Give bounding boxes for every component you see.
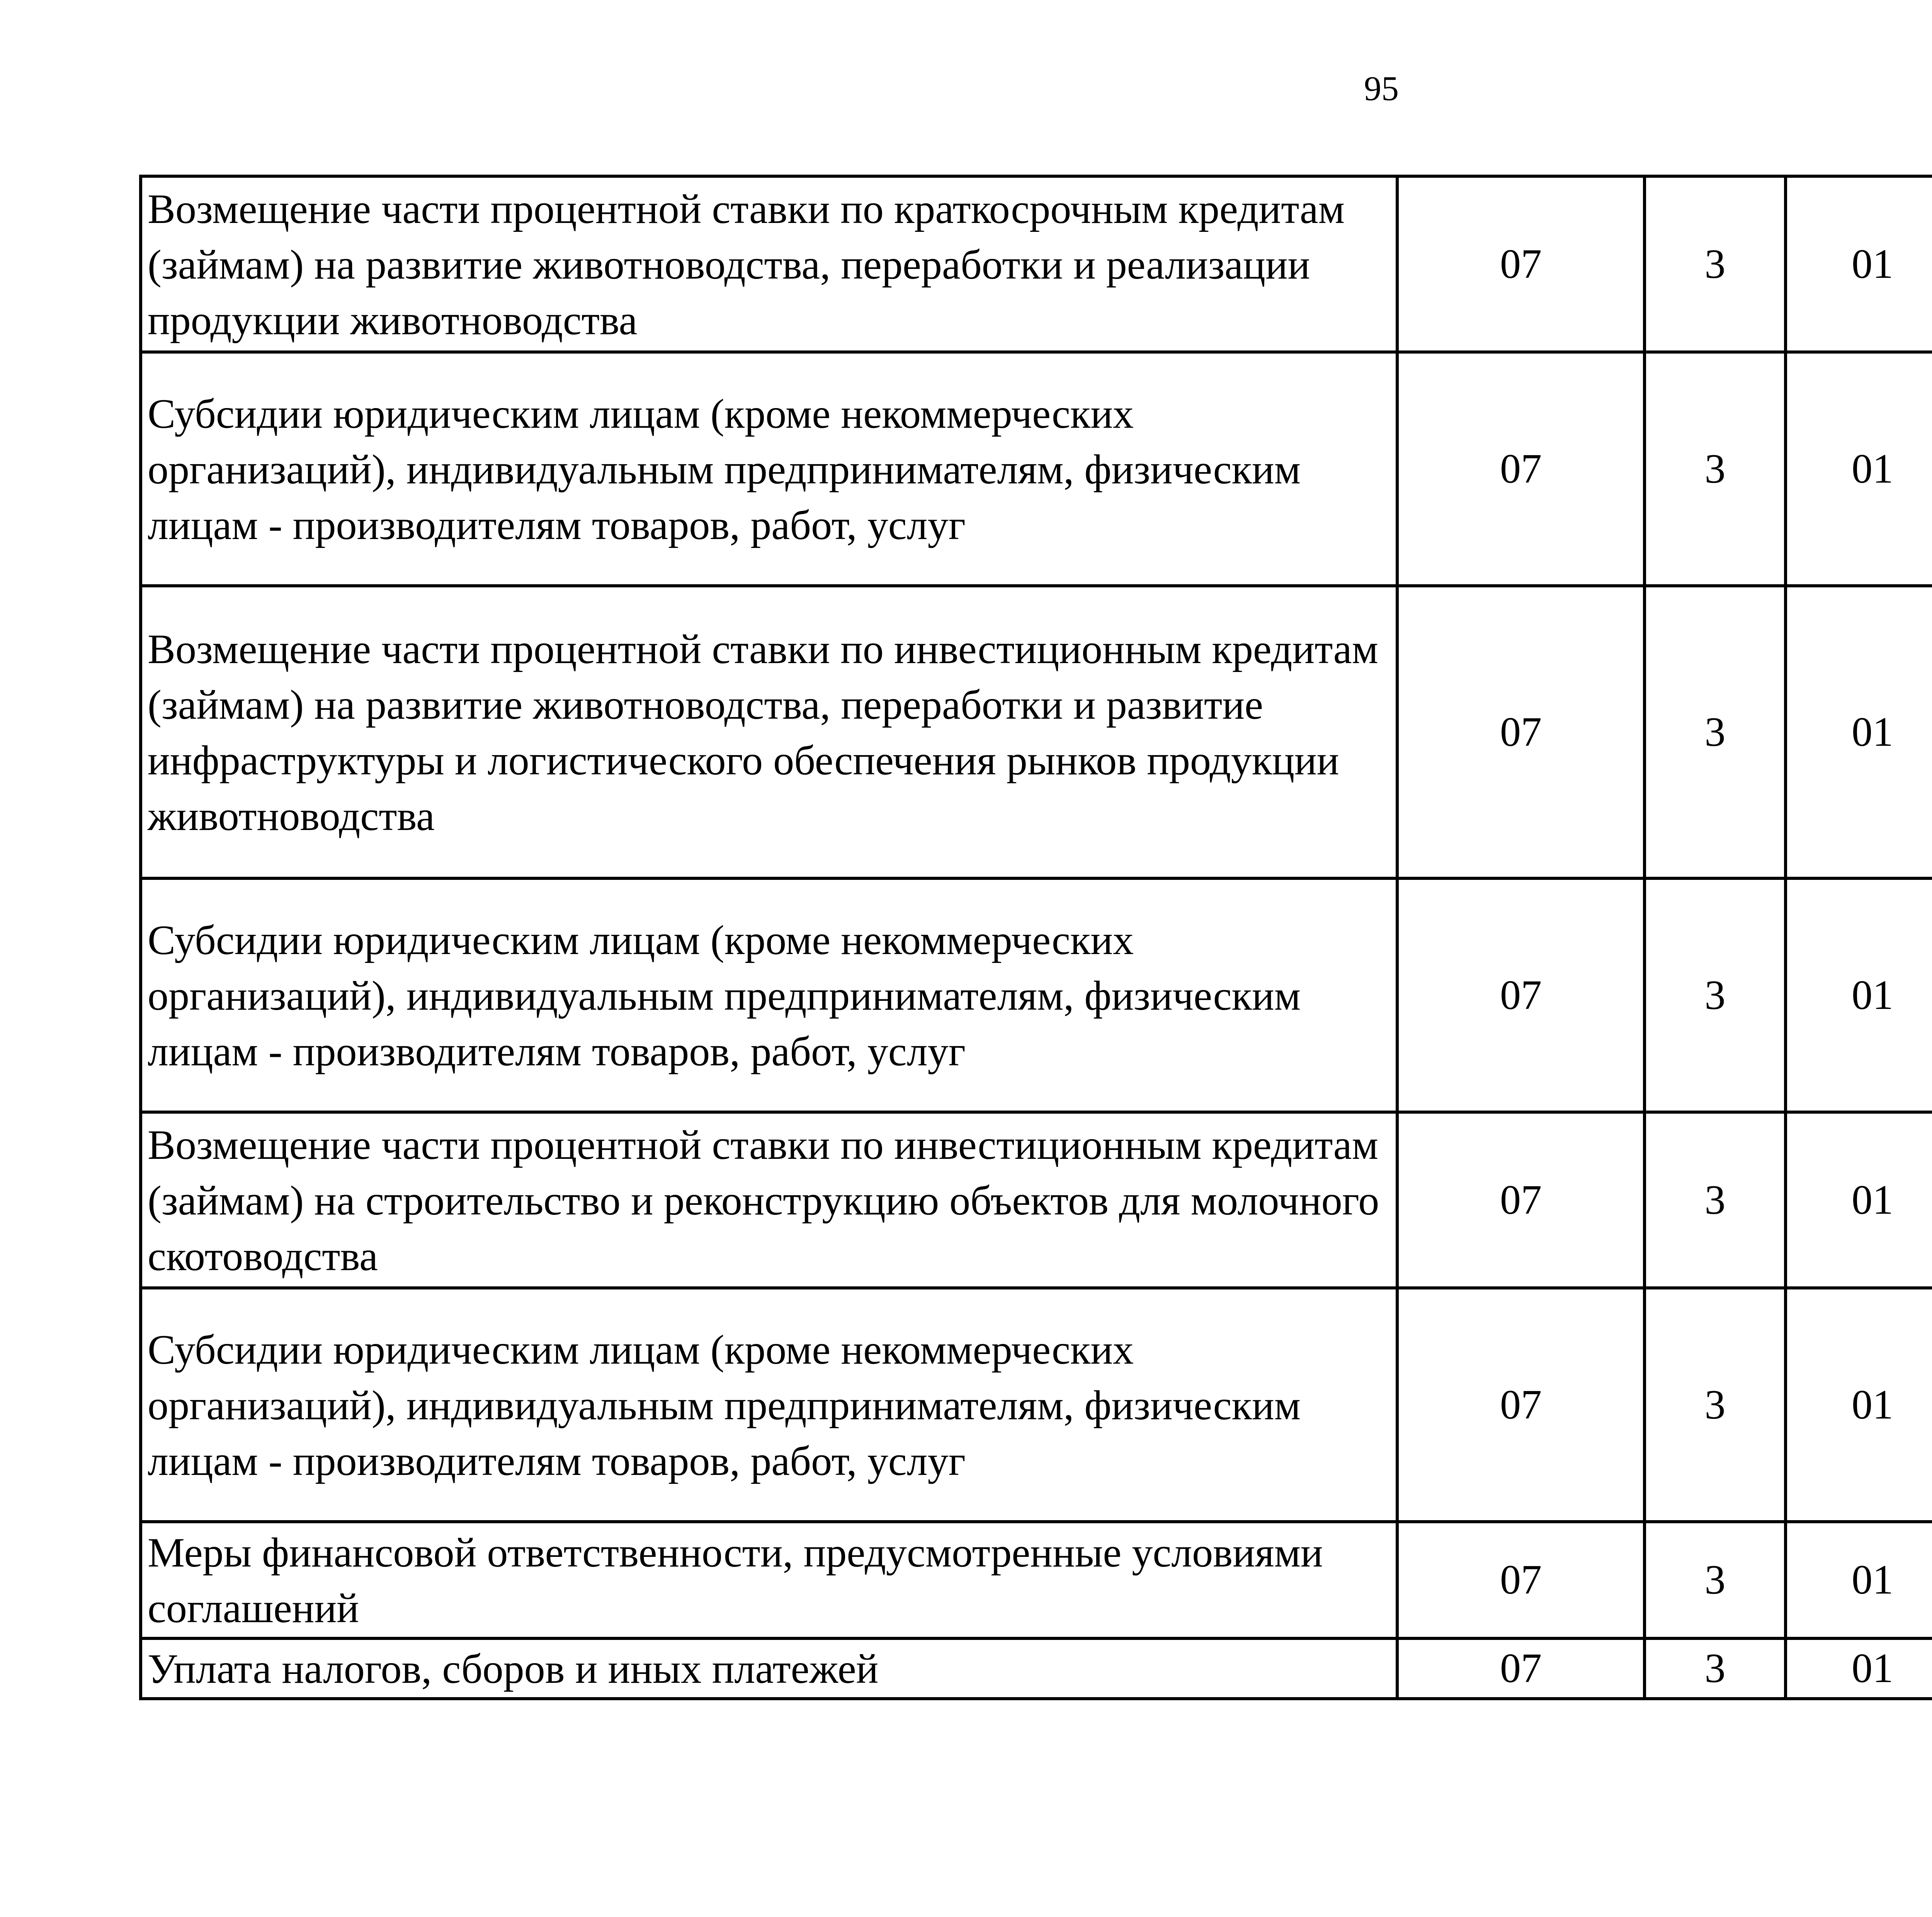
row-name: Уплата налогов, сборов и иных платежей <box>141 1638 1397 1699</box>
page-number: 95 <box>1364 70 1399 108</box>
section-code: 07 <box>1397 1288 1645 1522</box>
section-code: 07 <box>1397 878 1645 1112</box>
program-code: 3 <box>1645 1112 1786 1288</box>
section-code: 07 <box>1397 1112 1645 1288</box>
program-code: 3 <box>1645 1288 1786 1522</box>
subprogram-code: 01 <box>1786 1522 1932 1638</box>
program-code: 3 <box>1645 352 1786 586</box>
subprogram-code: 01 <box>1786 1638 1932 1699</box>
row-name: Субсидии юридическим лицам (кроме некоммерческих организаций), индивидуальным предпринимателям, физическим лицам - производителям товаров, работ, услуг <box>141 878 1397 1112</box>
subprogram-code: 01 <box>1786 878 1932 1112</box>
subprogram-code: 01 <box>1786 1112 1932 1288</box>
program-code: 3 <box>1645 878 1786 1112</box>
table-row <box>141 1112 1932 1288</box>
table-row <box>141 1638 1932 1699</box>
table-row <box>141 1522 1932 1638</box>
row-name: Субсидии юридическим лицам (кроме некоммерческих организаций), индивидуальным предпринимателям, физическим лицам - производителям товаров, работ, услуг <box>141 352 1397 586</box>
budget-table <box>139 175 1932 1700</box>
table-row <box>141 878 1932 1112</box>
section-code: 07 <box>1397 1522 1645 1638</box>
row-name: Возмещение части процентной ставки по инвестиционным кредитам (займам) на развитие животноводства, переработки и развитие инфраструктуры и логистического обеспечения рынков продукции животноводства <box>141 586 1397 878</box>
row-name: Возмещение части процентной ставки по краткосрочным кредитам (займам) на развитие животноводства, переработки и реализации продукции животноводства <box>141 176 1397 352</box>
row-name: Субсидии юридическим лицам (кроме некоммерческих организаций), индивидуальным предпринимателям, физическим лицам - производителям товаров, работ, услуг <box>141 1288 1397 1522</box>
subprogram-code: 01 <box>1786 1288 1932 1522</box>
program-code: 3 <box>1645 176 1786 352</box>
program-code: 3 <box>1645 586 1786 878</box>
section-code: 07 <box>1397 1638 1645 1699</box>
program-code: 3 <box>1645 1638 1786 1699</box>
section-code: 07 <box>1397 176 1645 352</box>
table-row <box>141 176 1932 352</box>
table-row <box>141 1288 1932 1522</box>
table-row <box>141 352 1932 586</box>
subprogram-code: 01 <box>1786 352 1932 586</box>
section-code: 07 <box>1397 352 1645 586</box>
row-name: Возмещение части процентной ставки по инвестиционным кредитам (займам) на строительство и реконструкцию объектов для молочного скотоводства <box>141 1112 1397 1288</box>
program-code: 3 <box>1645 1522 1786 1638</box>
subprogram-code: 01 <box>1786 176 1932 352</box>
subprogram-code: 01 <box>1786 586 1932 878</box>
row-name: Меры финансовой ответственности, предусмотренные условиями соглашений <box>141 1522 1397 1638</box>
table-row <box>141 586 1932 878</box>
section-code: 07 <box>1397 586 1645 878</box>
